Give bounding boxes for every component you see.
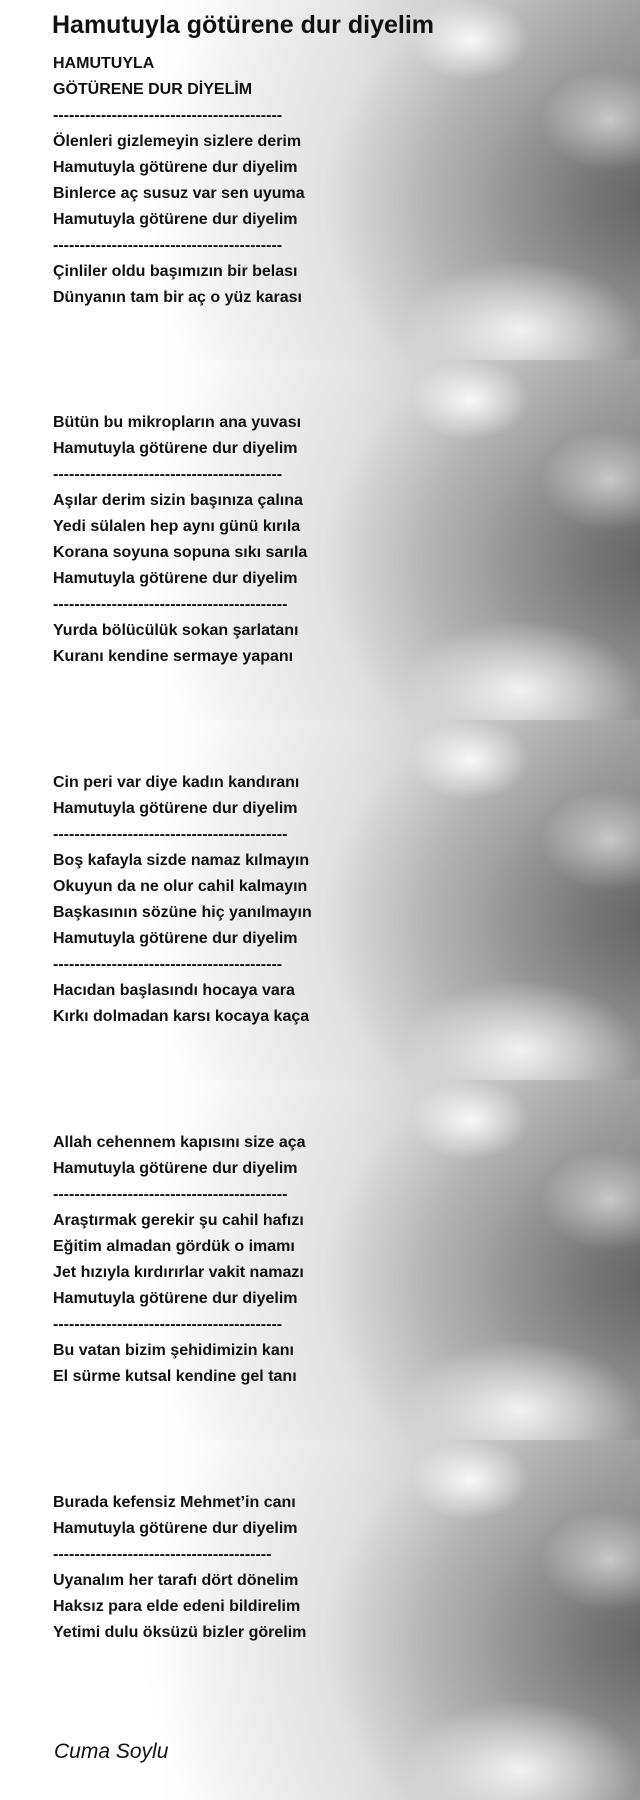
poem-line: Hamutuyla götürene dur diyelim (53, 1160, 298, 1177)
stanza-block-4 (53, 1130, 306, 1390)
poem-line: Jet hızıyla kırdırırlar vakit namazı (53, 1264, 304, 1281)
poem-line: Hamutuyla götürene dur diyelim (53, 1290, 298, 1307)
poem-title: Hamutuyla götürene dur diyelim (52, 11, 435, 39)
poem-separator: ------------------------------------------- (53, 237, 283, 254)
poem-line: HAMUTUYLA (53, 55, 155, 72)
poem-line: Kuranı kendine sermaye yapanı (53, 648, 294, 665)
poem-line: Yedi sülalen hep aynı günü kırıla (53, 518, 301, 535)
poem-line: Boş kafayla sizde namaz kılmayın (53, 852, 310, 869)
poem-line: Hamutuyla götürene dur diyelim (53, 1520, 298, 1537)
stanza-block-5 (53, 1490, 306, 1646)
poem-line: Bütün bu mikropların ana yuvası (53, 414, 302, 431)
poem-line: Hamutuyla götürene dur diyelim (53, 930, 298, 947)
poem-line: Çinliler oldu başımızın bir belası (53, 263, 298, 280)
poem-line: Kırkı dolmadan karsı kocaya kaça (53, 1008, 310, 1025)
poem-line: Eğitim almadan gördük o imamı (53, 1238, 295, 1255)
poem-line: Başkasının sözüne hiç yanılmayın (53, 904, 312, 921)
poem-line: Uyanalım her tarafı dört dönelim (53, 1572, 299, 1589)
poem-separator: ----------------------------------------- (53, 1546, 272, 1563)
poem-line: Hamutuyla götürene dur diyelim (53, 211, 298, 228)
poem-line: Araştırmak gerekir şu cahil hafızı (53, 1212, 304, 1229)
poem-line: Hacıdan başlasındı hocaya vara (53, 982, 295, 999)
poem-line: Hamutuyla götürene dur diyelim (53, 159, 298, 176)
poem-separator: ------------------------------------------- (53, 1316, 283, 1333)
poem-separator: ------------------------------------------- (53, 956, 283, 973)
poem-line: Yurda bölücülük sokan şarlatanı (53, 622, 299, 639)
stanza-block-3 (53, 770, 312, 1030)
poem-separator: -------------------------------------------- (53, 1186, 288, 1203)
poem-line: Aşılar derim sizin başınıza çalına (53, 492, 303, 509)
poem-separator: ------------------------------------------- (53, 107, 283, 124)
poem-line: Allah cehennem kapısını size aça (53, 1134, 306, 1151)
poem-separator: ------------------------------------------- (53, 466, 283, 483)
poem-line: GÖTÜRENE DUR DİYELİM (53, 81, 253, 98)
poem-author: Cuma Soylu (54, 1740, 169, 1763)
poem-line: Hamutuyla götürene dur diyelim (53, 800, 298, 817)
stanza-block-1 (53, 51, 305, 311)
poem-line: Haksız para elde edeni bildirelim (53, 1598, 301, 1615)
poem-line: Yetimi dulu öksüzü bizler görelim (53, 1624, 307, 1641)
poem-separator: -------------------------------------------- (53, 826, 288, 843)
poem-line: Bu vatan bizim şehidimizin kanı (53, 1342, 294, 1359)
poem-line: Korana soyuna sopuna sıkı sarıla (53, 544, 308, 561)
poem-line: Cin peri var diye kadın kandıranı (53, 774, 300, 791)
stanza-block-2 (53, 410, 307, 670)
poem-line: Hamutuyla götürene dur diyelim (53, 440, 298, 457)
poem-line: Ölenleri gizlemeyin sizlere derim (53, 133, 302, 150)
poem-line: Okuyun da ne olur cahil kalmayın (53, 878, 308, 895)
poem-line: Burada kefensiz Mehmet’in canı (53, 1494, 296, 1511)
poem-line: Binlerce aç susuz var sen uyuma (53, 185, 305, 202)
poem-line: Dünyanın tam bir aç o yüz karası (53, 289, 302, 306)
poem-line: Hamutuyla götürene dur diyelim (53, 570, 298, 587)
poem-line: El sürme kutsal kendine gel tanı (53, 1368, 297, 1385)
poem-separator: -------------------------------------------- (53, 596, 288, 613)
